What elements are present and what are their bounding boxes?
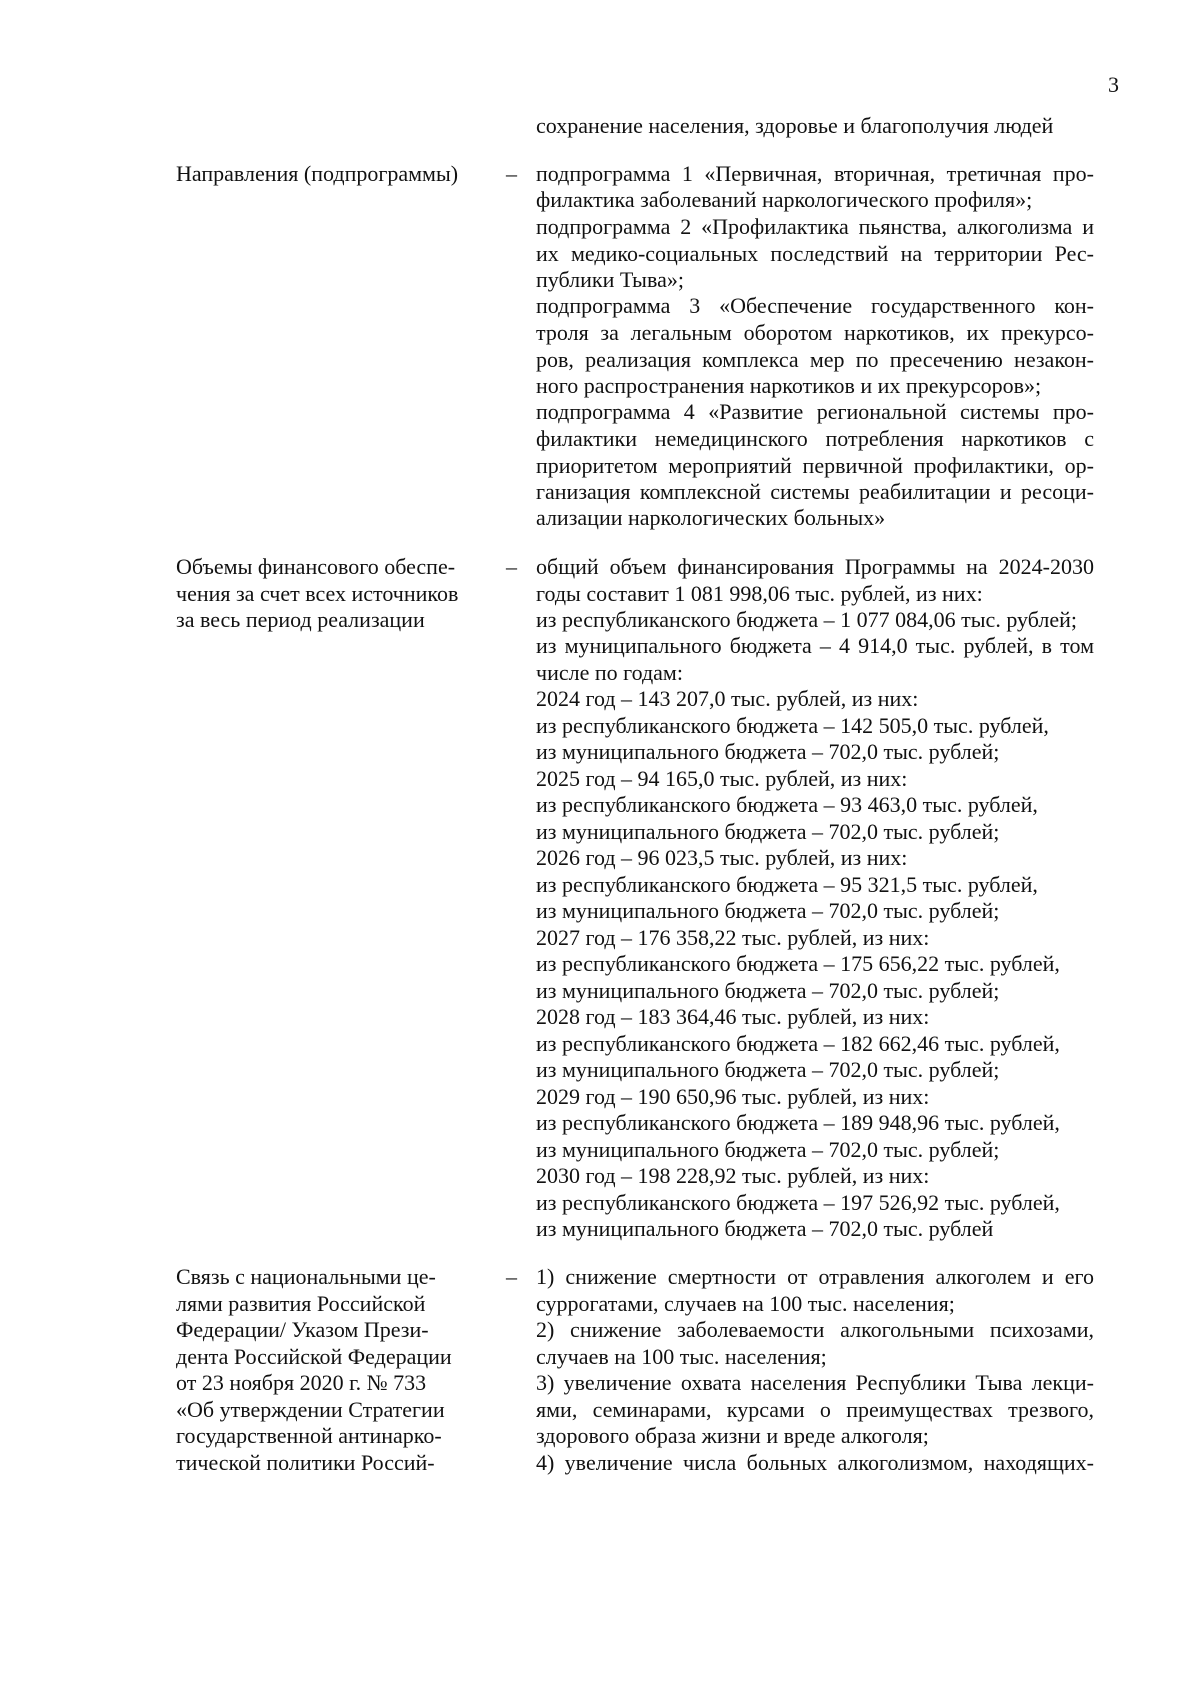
content-line: ализации наркологических больных» [536,505,886,530]
content-line: из республиканского бюджета – 93 463,0 тыс. рублей, [536,792,1038,817]
content-line: их медико-социальных последствий на территории Рес- [536,241,1094,266]
content-line: троля за легальным оборотом наркотиков, их прекурсо- [536,320,1094,345]
content-line: 2025 год – 94 165,0 тыс. рублей, из них: [536,766,908,791]
content-line: годы составит 1 081 998,06 тыс. рублей, из них: [536,581,983,606]
section-label-line: государственной антинарко- [176,1423,442,1448]
content-line: из муниципального бюджета – 702,0 тыс. рублей; [536,1137,1000,1162]
content-line: из муниципального бюджета – 702,0 тыс. рублей; [536,739,1000,764]
content-line: здорового образа жизни и вреде алкоголя; [536,1423,929,1448]
content-line: общий объем финансирования Программы на 2024-2030 [536,554,1094,579]
section-label-line: Связь с национальными це- [176,1264,436,1289]
content-line: ного распространения наркотиков и их прекурсоров»; [536,373,1042,398]
content-line: филактики немедицинского потребления наркотиков с [536,426,1094,451]
content-line: 2) снижение заболеваемости алкогольными психозами, [536,1317,1094,1342]
content-line: 1) снижение смертности от отравления алкоголем и его [536,1264,1094,1289]
content-line: публики Тыва»; [536,267,684,292]
content-line: случаев на 100 тыс. населения; [536,1344,827,1369]
content-line: 2024 год – 143 207,0 тыс. рублей, из них: [536,686,919,711]
content-line: 2028 год – 183 364,46 тыс. рублей, из них: [536,1004,930,1029]
section-label-line: дента Российской Федерации [176,1344,452,1369]
content-line: из муниципального бюджета – 702,0 тыс. рублей; [536,898,1000,923]
page-number: 3 [1108,72,1119,97]
section-label-line: Направления (подпрограммы) [176,161,459,186]
content-line: ями, семинарами, курсами о преимуществах трезвого, [536,1397,1094,1422]
content-line: из муниципального бюджета – 702,0 тыс. рублей; [536,819,1000,844]
section-label-line: лями развития Российской [176,1291,426,1316]
content-line: 3) увеличение охвата населения Республики Тыва лекци- [536,1370,1094,1395]
content-line: из республиканского бюджета – 175 656,22 тыс. рублей, [536,951,1060,976]
content-line: 4) увеличение числа больных алкоголизмом, находящих- [536,1450,1094,1475]
content-line: ров, реализация комплекса мер по пресечению незакон- [536,347,1094,372]
content-line: из республиканского бюджета – 95 321,5 тыс. рублей, [536,872,1038,897]
content-line: из республиканского бюджета – 189 948,96 тыс. рублей, [536,1110,1060,1135]
content-line: из муниципального бюджета – 4 914,0 тыс. рублей, в том [536,633,1094,658]
content-line: 2027 год – 176 358,22 тыс. рублей, из них: [536,925,930,950]
content-line: из республиканского бюджета – 142 505,0 тыс. рублей, [536,713,1049,738]
content-line: из республиканского бюджета – 197 526,92 тыс. рублей, [536,1190,1060,1215]
content-line: филактика заболеваний наркологического профиля»; [536,187,1033,212]
content-line: ганизация комплексной системы реабилитации и ресоци- [536,479,1094,504]
content-line: числе по годам: [536,660,683,685]
content-line: подпрограмма 4 «Развитие региональной системы про- [536,399,1094,424]
content-line: из республиканского бюджета – 1 077 084,06 тыс. рублей; [536,607,1078,632]
content-line: из муниципального бюджета – 702,0 тыс. рублей; [536,978,1000,1003]
goal-tail-line: сохранение населения, здоровье и благополучия людей [536,113,1054,138]
content-line: подпрограмма 1 «Первичная, вторичная, третичная про- [536,161,1094,186]
content-line: 2029 год – 190 650,96 тыс. рублей, из них: [536,1084,930,1109]
content-line: приоритетом мероприятий первичной профилактики, ор- [536,453,1094,478]
content-line: подпрограмма 2 «Профилактика пьянства, алкоголизма и [536,214,1094,239]
section-dash: – [506,161,517,186]
content-line: суррогатами, случаев на 100 тыс. населения; [536,1291,955,1316]
section-label-line: Объемы финансового обеспе- [176,554,456,579]
content-line: из муниципального бюджета – 702,0 тыс. рублей; [536,1057,1000,1082]
section-label-line: «Об утверждении Стратегии [176,1397,445,1422]
section-label-line: Федерации/ Указом Прези- [176,1317,429,1342]
content-line: 2026 год – 96 023,5 тыс. рублей, из них: [536,845,908,870]
section-label-line: от 23 ноября 2020 г. № 733 [176,1370,427,1395]
section-label-line: чения за счет всех источников [176,581,459,606]
section-label-line: тической политики Россий- [176,1450,435,1475]
section-dash: – [506,554,517,579]
content-line: подпрограмма 3 «Обеспечение государственного кон- [536,293,1094,318]
content-line: из республиканского бюджета – 182 662,46 тыс. рублей, [536,1031,1060,1056]
section-dash: – [506,1264,517,1289]
section-label-line: за весь период реализации [176,607,425,632]
content-line: из муниципального бюджета – 702,0 тыс. рублей [536,1216,994,1241]
content-line: 2030 год – 198 228,92 тыс. рублей, из них: [536,1163,930,1188]
